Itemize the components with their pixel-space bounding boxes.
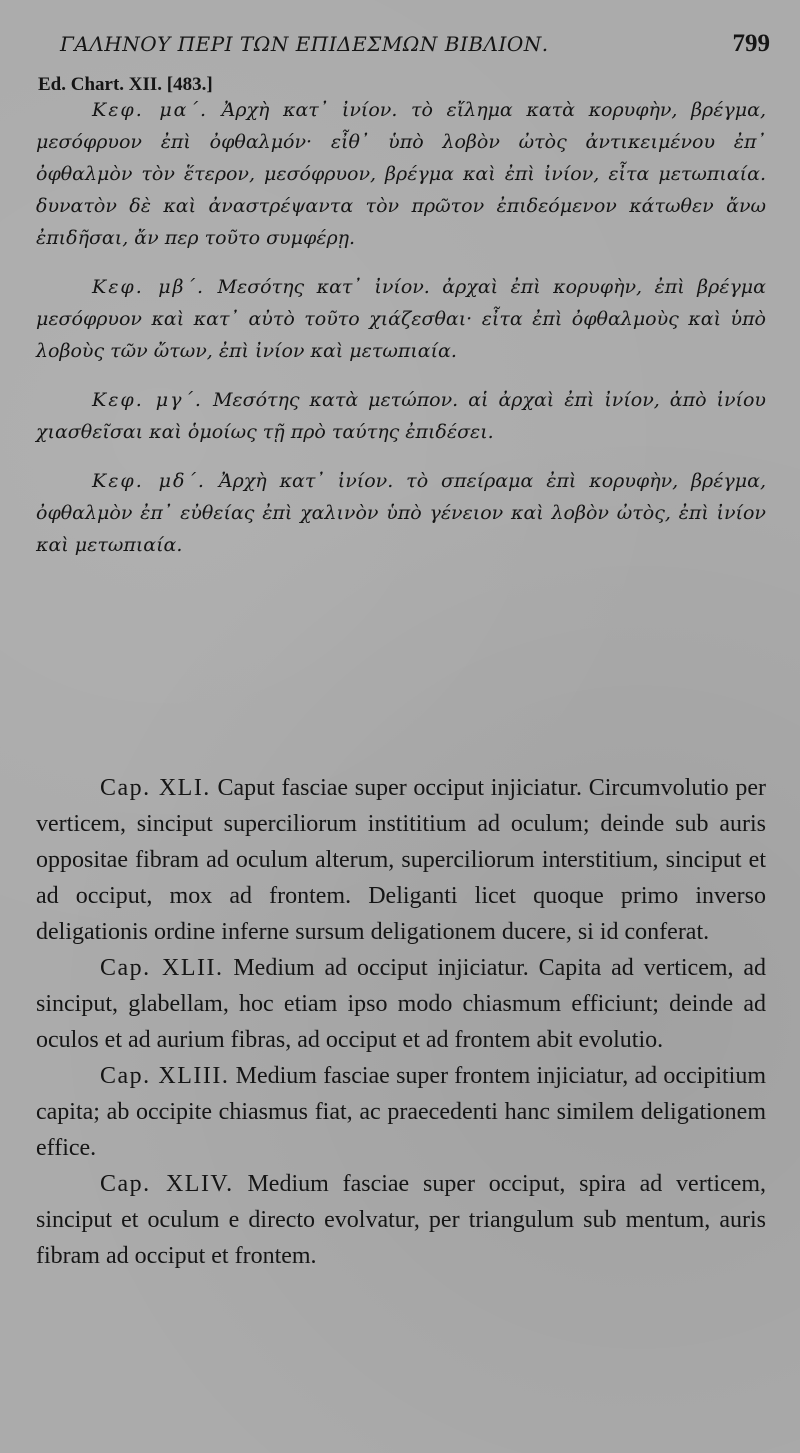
greek-text-section bbox=[36, 94, 766, 578]
greek-chapter-43 bbox=[36, 384, 766, 448]
chapter-text: Caput fasciae super occiput injiciatur. Circumvolutio per verticem, sinciput superciliorum instititium ad oculum; deinde sub auris oppositae fibram ad oculum alterum, superciliorum interstitium, sinciput et ad occiput, mox ad frontem. Deliganti licet quoque primo inverso deligationis ordine inferne sursum deligationem ducere, si id conferat. bbox=[36, 775, 766, 945]
chapter-heading: Cap. XLIII. bbox=[100, 1063, 230, 1089]
chapter-heading: Cap. XLIV. bbox=[100, 1171, 234, 1197]
latin-text-section bbox=[36, 770, 766, 1274]
chapter-heading: Κεφ. μβ΄. bbox=[92, 276, 206, 298]
latin-chapter-43 bbox=[36, 1058, 766, 1166]
latin-chapter-44 bbox=[36, 1166, 766, 1274]
edition-marker: Ed. Chart. XII. [483.] bbox=[38, 74, 213, 95]
chapter-text: Μεσότης κατὰ μετώπον. αἱ ἀρχαὶ ἐπὶ ἰνίον, ἀπὸ ἰνίου χιασθεῖσαι καὶ ὁμοίως τῇ πρὸ ταύτης ἐπιδέσει. bbox=[36, 389, 766, 443]
chapter-text: Ἀρχὴ κατ᾽ ἰνίον. τὸ εἴλημα κατὰ κορυφὴν, βρέγμα, μεσόφρυον ἐπὶ ὀφθαλμόν· εἶθ᾽ ὑπὸ λοβὸν ὠτὸς ἀντικειμένου ἐπ᾽ ὀφθαλμὸν τὸν ἕτερον, μεσόφρυον, βρέγμα καὶ ἐπὶ ἰνίον, εἶτα μετωπιαία. δυνατὸν δὲ καὶ ἀναστρέψαντα τὸν πρῶτον ἐπιδεόμενον κάτωθεν ἄνω ἐπιδῆσαι, ἄν περ τοῦτο συμφέρῃ. bbox=[36, 99, 766, 249]
running-title: ΓΑΛΗΝΟΥ ΠΕΡΙ ΤΩΝ ΕΠΙΔΕΣΜΩΝ ΒΙΒΛΙΟΝ. bbox=[60, 32, 549, 56]
latin-chapter-41 bbox=[36, 770, 766, 950]
greek-chapter-42 bbox=[36, 271, 766, 367]
chapter-heading: Cap. XLII. bbox=[100, 955, 224, 981]
chapter-heading: Κεφ. μγ΄. bbox=[92, 389, 203, 411]
greek-chapter-44 bbox=[36, 465, 766, 561]
greek-chapter-41 bbox=[36, 94, 766, 254]
chapter-text: Medium fasciae super occiput, spira ad verticem, sinciput et oculum e directo evolvatur, per triangulum sub mentum, auris fibram ad occiput et frontem. bbox=[36, 1171, 766, 1269]
latin-chapter-42 bbox=[36, 950, 766, 1058]
chapter-heading: Κεφ. μα΄. bbox=[92, 99, 209, 121]
page-number: 799 bbox=[732, 30, 770, 57]
chapter-text: Μεσότης κατ᾽ ἰνίον. ἀρχαὶ ἐπὶ κορυφὴν, ἐπὶ βρέγμα μεσόφρυον καὶ κατ᾽ αὐτὸ τοῦτο χιάζεσθαι· εἶτα ἐπὶ ὀφθαλμοὺς καὶ ὑπὸ λοβοὺς τῶν ὤτων, ἐπὶ ἰνίον καὶ μετωπιαία. bbox=[36, 276, 766, 362]
chapter-text: Medium fasciae super frontem injiciatur, ad occipitium capita; ab occipite chiasmus fiat, ac praecedenti hanc similem deligationem effice. bbox=[36, 1063, 766, 1161]
chapter-text: Medium ad occiput injiciatur. Capita ad verticem, ad sinciput, glabellam, hoc etiam ipso modo chiasmum efficiunt; deinde ad oculos et ad aurium fibras, ad occiput et ad frontem abit evolutio. bbox=[36, 955, 767, 1053]
chapter-heading: Cap. XLI. bbox=[100, 775, 211, 801]
chapter-heading: Κεφ. μδ΄. bbox=[92, 470, 206, 492]
chapter-text: Ἀρχὴ κατ᾽ ἰνίον. τὸ σπείραμα ἐπὶ κορυφὴν, βρέγμα, ὀφθαλμὸν ἐπ᾽ εὐθείας ἐπὶ χαλινὸν ὑπὸ γένειον καὶ λοβὸν ὠτὸς, ἐπὶ ἰνίον καὶ μετωπιαία. bbox=[36, 470, 766, 556]
page-header bbox=[60, 30, 770, 64]
